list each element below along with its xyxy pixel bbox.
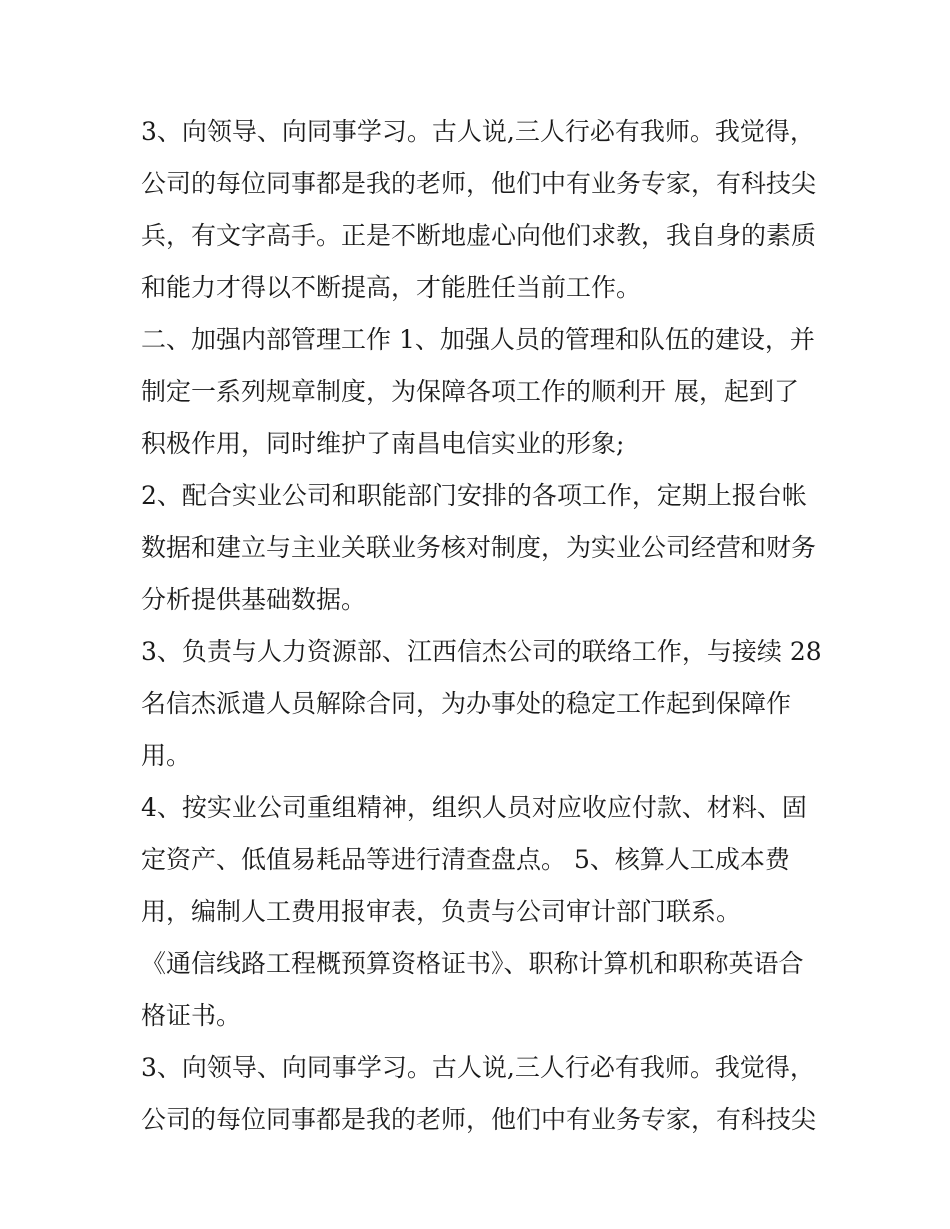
text-line: 3、向领导、向同事学习。古人说,三人行必有我师。我觉得， bbox=[141, 117, 815, 146]
text-line: 积极作用，同时维护了南昌电信实业的形象; bbox=[141, 429, 625, 458]
document-body bbox=[141, 106, 821, 1146]
text-line: 名信杰派遣人员解除合同，为办事处的稳定工作起到保障作 bbox=[141, 689, 792, 718]
text-line: 制定一系列规章制度，为保障各项工作的顺利开 展，起到了 bbox=[141, 377, 799, 406]
text-line: 二、加强内部管理工作 1、加强人员的管理和队伍的建设，并 bbox=[141, 325, 815, 354]
text-line: 3、向领导、向同事学习。古人说,三人行必有我师。我觉得， bbox=[141, 1053, 815, 1082]
text-line: 公司的每位同事都是我的老师，他们中有业务专家，有科技尖 bbox=[141, 1105, 817, 1134]
text-line: 定资产、低值易耗品等进行清查盘点。 5、核算人工成本费 bbox=[141, 845, 790, 874]
text-line: 兵，有文字高手。正是不断地虚心向他们求教，我自身的素质 bbox=[141, 221, 817, 250]
text-line: 2、配合实业公司和职能部门安排的各项工作，定期上报台帐 bbox=[141, 481, 807, 510]
text-line: 格证书。 bbox=[141, 1001, 242, 1030]
text-line: 公司的每位同事都是我的老师，他们中有业务专家，有科技尖 bbox=[141, 169, 817, 198]
text-line: 数据和建立与主业关联业务核对制度，为实业公司经营和财务 bbox=[141, 533, 817, 562]
text-line: 3、负责与人力资源部、江西信杰公司的联络工作，与接续 28 bbox=[141, 637, 822, 666]
text-line: 用。 bbox=[141, 741, 192, 770]
text-line: 4、按实业公司重组精神，组织人员对应收应付款、材料、固 bbox=[141, 793, 807, 822]
text-line: 用，编制人工费用报审表，负责与公司审计部门联系。 bbox=[141, 897, 742, 926]
text-line: 《通信线路工程概预算资格证书》、职称计算机和职称英语合 bbox=[141, 949, 804, 978]
text-line: 分析提供基础数据。 bbox=[141, 585, 367, 614]
text-line: 和能力才得以不断提高，才能胜任当前工作。 bbox=[141, 273, 642, 302]
